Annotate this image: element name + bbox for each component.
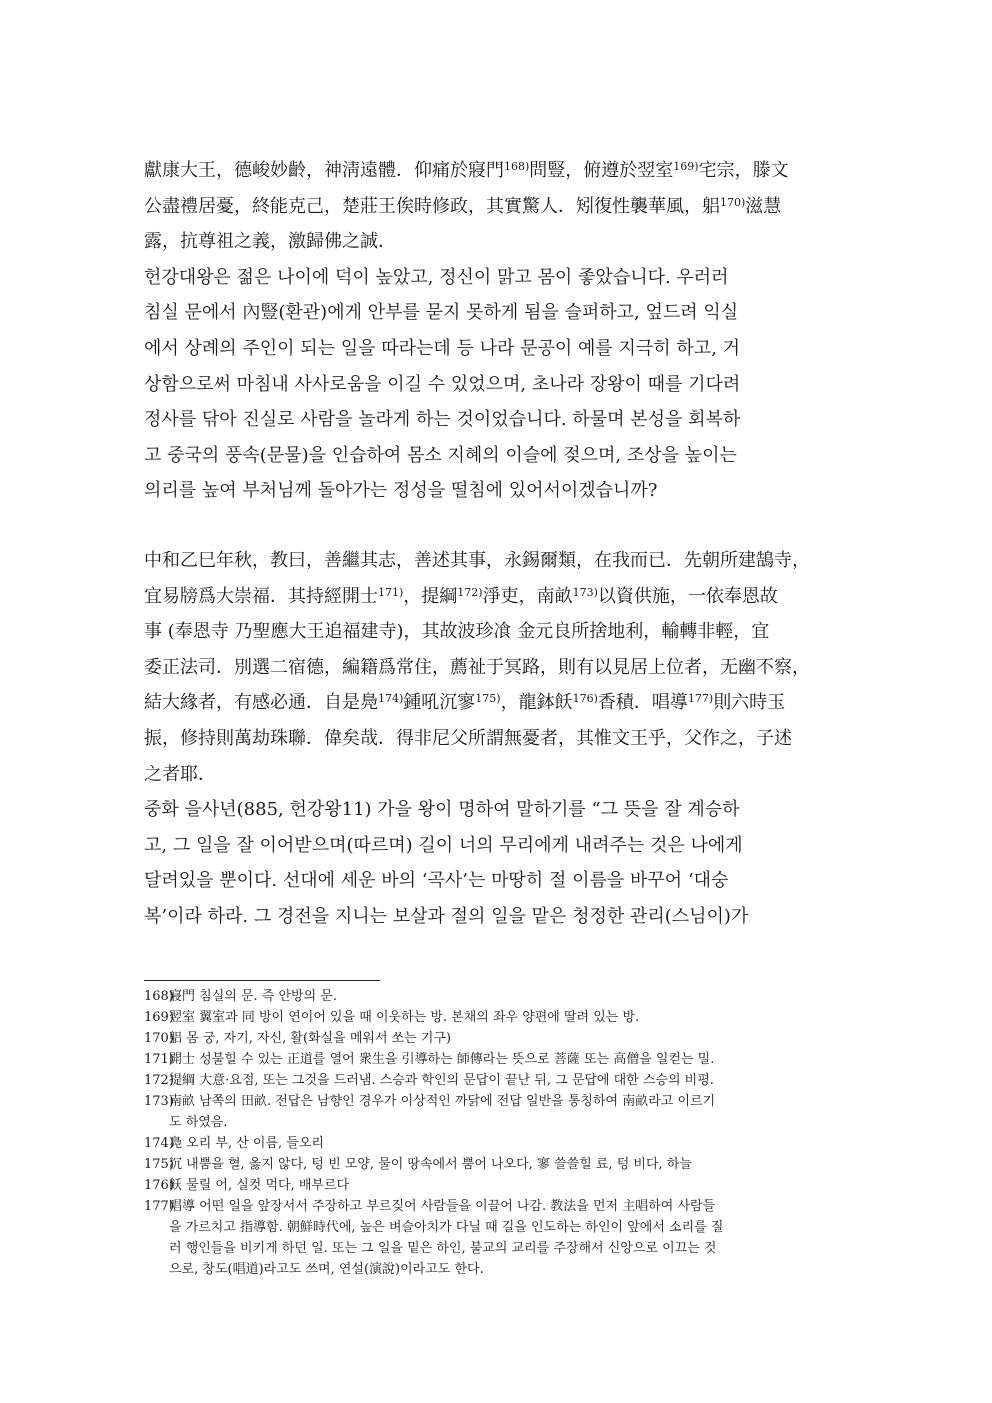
text-line: 달려있을 뿐이다. 선대에 세운 바의 ‘곡사’는 마땅히 절 이름을 바꾸어 ‘대숭 (144, 870, 729, 892)
text-line (144, 757, 850, 793)
footnote-ref: 173) (572, 585, 598, 599)
classical-chinese-paragraph-2 (144, 543, 850, 792)
text-segment: 公盡禮居憂，終能克己，楚莊王俟時修政，其實驚人．矧復性襲華風，躳 (144, 195, 720, 217)
text-segment: 之者耶． (144, 763, 216, 785)
text-segment: 以資供施，一依奉恩故 (597, 585, 778, 607)
text-line: 상함으로써 마침내 사사로움을 이길 수 있었으며, 초나라 장왕이 때를 기다려 (144, 373, 741, 395)
paragraph-gap (144, 509, 850, 543)
footnote-ref: 170) (720, 195, 746, 209)
text-line (144, 224, 850, 260)
footnote-text: 寢門 침실의 문. 즉 안방의 문. (169, 989, 337, 1004)
footnote-text: 으로, 창도(唱道)라고도 쓰며, 연설(演說)이라고도 한다. (169, 1262, 484, 1277)
text-line (144, 685, 850, 721)
footnote-number: 175) (144, 1157, 174, 1172)
footnote-number: 173) (144, 1094, 174, 1109)
footnote-text: 提綱 大意·요점, 또는 그것을 드러냄. 스승과 학인의 문답이 끝난 뒤, 그 문답에 대한 스승의 비평. (169, 1073, 714, 1088)
footnote (144, 1028, 856, 1049)
text-line (144, 650, 850, 686)
footnote (144, 1070, 856, 1091)
footnote-text: 唱導 어떤 일을 앞장서서 주장하고 부르짖어 사람들을 이끌어 나감. 教法을 먼저 主唱하여 사람들 (169, 1199, 716, 1214)
text-segment: 委正法司．別選二宿德，編籍爲常住，薦祉于冥路，則有以見居上位者，无幽不察， (144, 656, 810, 678)
footnote-number: 168) (144, 989, 174, 1004)
footnote-number: 174) (144, 1136, 174, 1151)
text-segment: 滋慧 (745, 195, 782, 217)
footnote-ref: 171) (378, 585, 404, 599)
footnote-number: 170) (144, 1031, 174, 1046)
text-segment: 中和乙巳年秋，教曰，善繼其志，善述其事，永錫爾類，在我而已．先朝所建鵠寺， (144, 549, 810, 571)
text-line (144, 614, 850, 650)
text-segment: 鍾吼沉寥 (403, 692, 476, 714)
footnote-text: 沉 내뿜을 혈, 옳지 않다, 텅 빈 모양, 물이 땅속에서 뿜어 나오다, 寥 쓸쓸힐 료, 텅 비다, 하늘 (169, 1157, 692, 1172)
footnote (144, 1007, 856, 1028)
footnote-text: 도 하였음. (169, 1115, 228, 1130)
footnote-number: 169) (144, 1010, 174, 1025)
text-segment: 宜易牓爲大崇福．其持經開士 (144, 585, 378, 607)
text-segment: ，提綱 (403, 585, 458, 607)
text-segment: ，龍鉢飫 (500, 692, 573, 714)
footnote-separator (144, 980, 380, 981)
text-line (144, 189, 850, 225)
footnote-ref: 177) (687, 692, 714, 706)
text-line (144, 579, 850, 615)
text-line: 고 중국의 풍속(문물)을 인습하여 몸소 지혜의 이슬에 젖으며, 조상을 높이는 (144, 444, 737, 466)
text-line: 침실 문에서 內豎(환관)에게 안부를 묻지 못하게 됨을 슬퍼하고, 엎드려 익실 (144, 302, 739, 324)
footnote-number: 171) (144, 1052, 174, 1067)
footnote (144, 1196, 856, 1280)
footnote-text: 南畝 남쪽의 田畝. 전답은 남향인 경우가 이상적인 까닭에 전답 일반을 통칭하여 南畝라고 이르기 (169, 1094, 716, 1109)
footnote (144, 986, 856, 1007)
text-segment: 香積．唱導 (597, 692, 688, 714)
footnote (144, 1154, 856, 1175)
footnote-text: 러 행인들을 비키게 하던 일. 또는 그 일을 밑은 하인, 불교의 교리를 주장해서 신앙으로 이끄는 것 (169, 1241, 717, 1256)
text-line: 복’이라 하라. 그 경전을 지니는 보살과 절의 일을 맡은 청정한 관리(스님이)가 (144, 905, 749, 927)
footnote (144, 1049, 856, 1070)
text-line: 정사를 닦아 진실로 사람을 놀라게 하는 것이었습니다. 하물며 본성을 회복하 (144, 409, 741, 431)
footnote (144, 1091, 856, 1133)
korean-translation-paragraph-1 (144, 260, 850, 509)
footnote-number: 172) (144, 1073, 174, 1088)
footnote-ref: 175) (475, 692, 501, 706)
text-line: 중화 을사년(885, 헌강왕11) 가을 왕이 명하여 말하기를 “그 뜻을 잘 계승하 (144, 799, 740, 821)
footnotes (144, 986, 856, 1280)
text-line (144, 721, 850, 757)
text-segment: 宅宗，滕文 (698, 160, 789, 181)
footnote-ref: 176) (572, 692, 598, 706)
footnote-text: 을 가르치고 指導함. 朝鮮時代에, 높은 벼슬아치가 다닐 때 길을 인도하는 하인이 앞에서 소리를 질 (169, 1220, 724, 1235)
text-segment: 問豎，俯遵於翌室 (529, 160, 674, 181)
korean-translation-paragraph-2 (144, 792, 850, 934)
text-line: 의리를 높여 부처님께 돌아가는 정성을 떨침에 있어서이겠습니까? (144, 480, 658, 502)
footnote-text: 開士 성불힐 수 있는 正道를 열어 衆生을 引導하는 師傳라는 뜻으로 菩薩 또는 高僧을 일컫는 밀. (169, 1052, 715, 1067)
footnote (144, 1133, 856, 1154)
footnote-text: 飫 물릴 어, 실컷 먹다, 배부르다 (169, 1178, 350, 1193)
classical-chinese-paragraph-1 (144, 153, 850, 260)
footnote (144, 1175, 856, 1196)
text-line: 에서 상례의 주인이 되는 일을 따라는데 등 나라 문공이 예를 지극히 하고, 거 (144, 337, 741, 359)
footnote-text: 鳧 오리 부, 산 이름, 들오리 (169, 1136, 324, 1151)
footnote-text: 躳 몸 궁, 자기, 자신, 활(화실을 메워서 쏘는 기구) (169, 1031, 452, 1046)
footnote-ref: 174) (378, 692, 404, 706)
text-segment: 事 (奉恩寺 乃聖應大王追福建寺)，其故波珍飡 金元良所捨地利，輸轉非輕，宜 (144, 621, 770, 643)
body-text (144, 153, 850, 934)
footnote-ref: 168) (504, 160, 530, 173)
text-line: 고, 그 일을 잘 이어받으며(따르며) 길이 너의 무리에게 내려주는 것은 나에게 (144, 834, 743, 856)
footnote-ref: 172) (457, 585, 483, 599)
text-segment: 獻康大王，德峻妙齡，神淸遠體．仰痛於寢門 (144, 160, 504, 181)
text-segment: 淨吏，南畝 (482, 585, 573, 607)
text-line (144, 153, 850, 189)
text-line: 헌강대왕은 젊은 나이에 덕이 높았고, 정신이 맑고 몸이 좋았습니다. 우러러 (144, 266, 729, 288)
footnote-ref: 169) (673, 160, 699, 173)
text-segment: 振，修持則萬劫珠聯．偉矣哉．得非尼父所謂無憂者，其惟文王乎，父作之，子述 (144, 727, 792, 749)
footnote-number: 176) (144, 1178, 174, 1193)
text-line (144, 543, 850, 579)
text-segment: 則六時玉 (713, 692, 786, 714)
text-segment: 露，抗尊祖之義，激歸佛之誠． (144, 231, 396, 253)
footnote-number: 177) (144, 1199, 174, 1214)
text-segment: 結大緣者，有感必通．自是鳧 (144, 692, 378, 714)
footnote-text: 翌室 翼室과 同 방이 연이어 있을 때 이웃하는 방. 본채의 좌우 양편에 딸려 있는 방. (169, 1010, 640, 1025)
